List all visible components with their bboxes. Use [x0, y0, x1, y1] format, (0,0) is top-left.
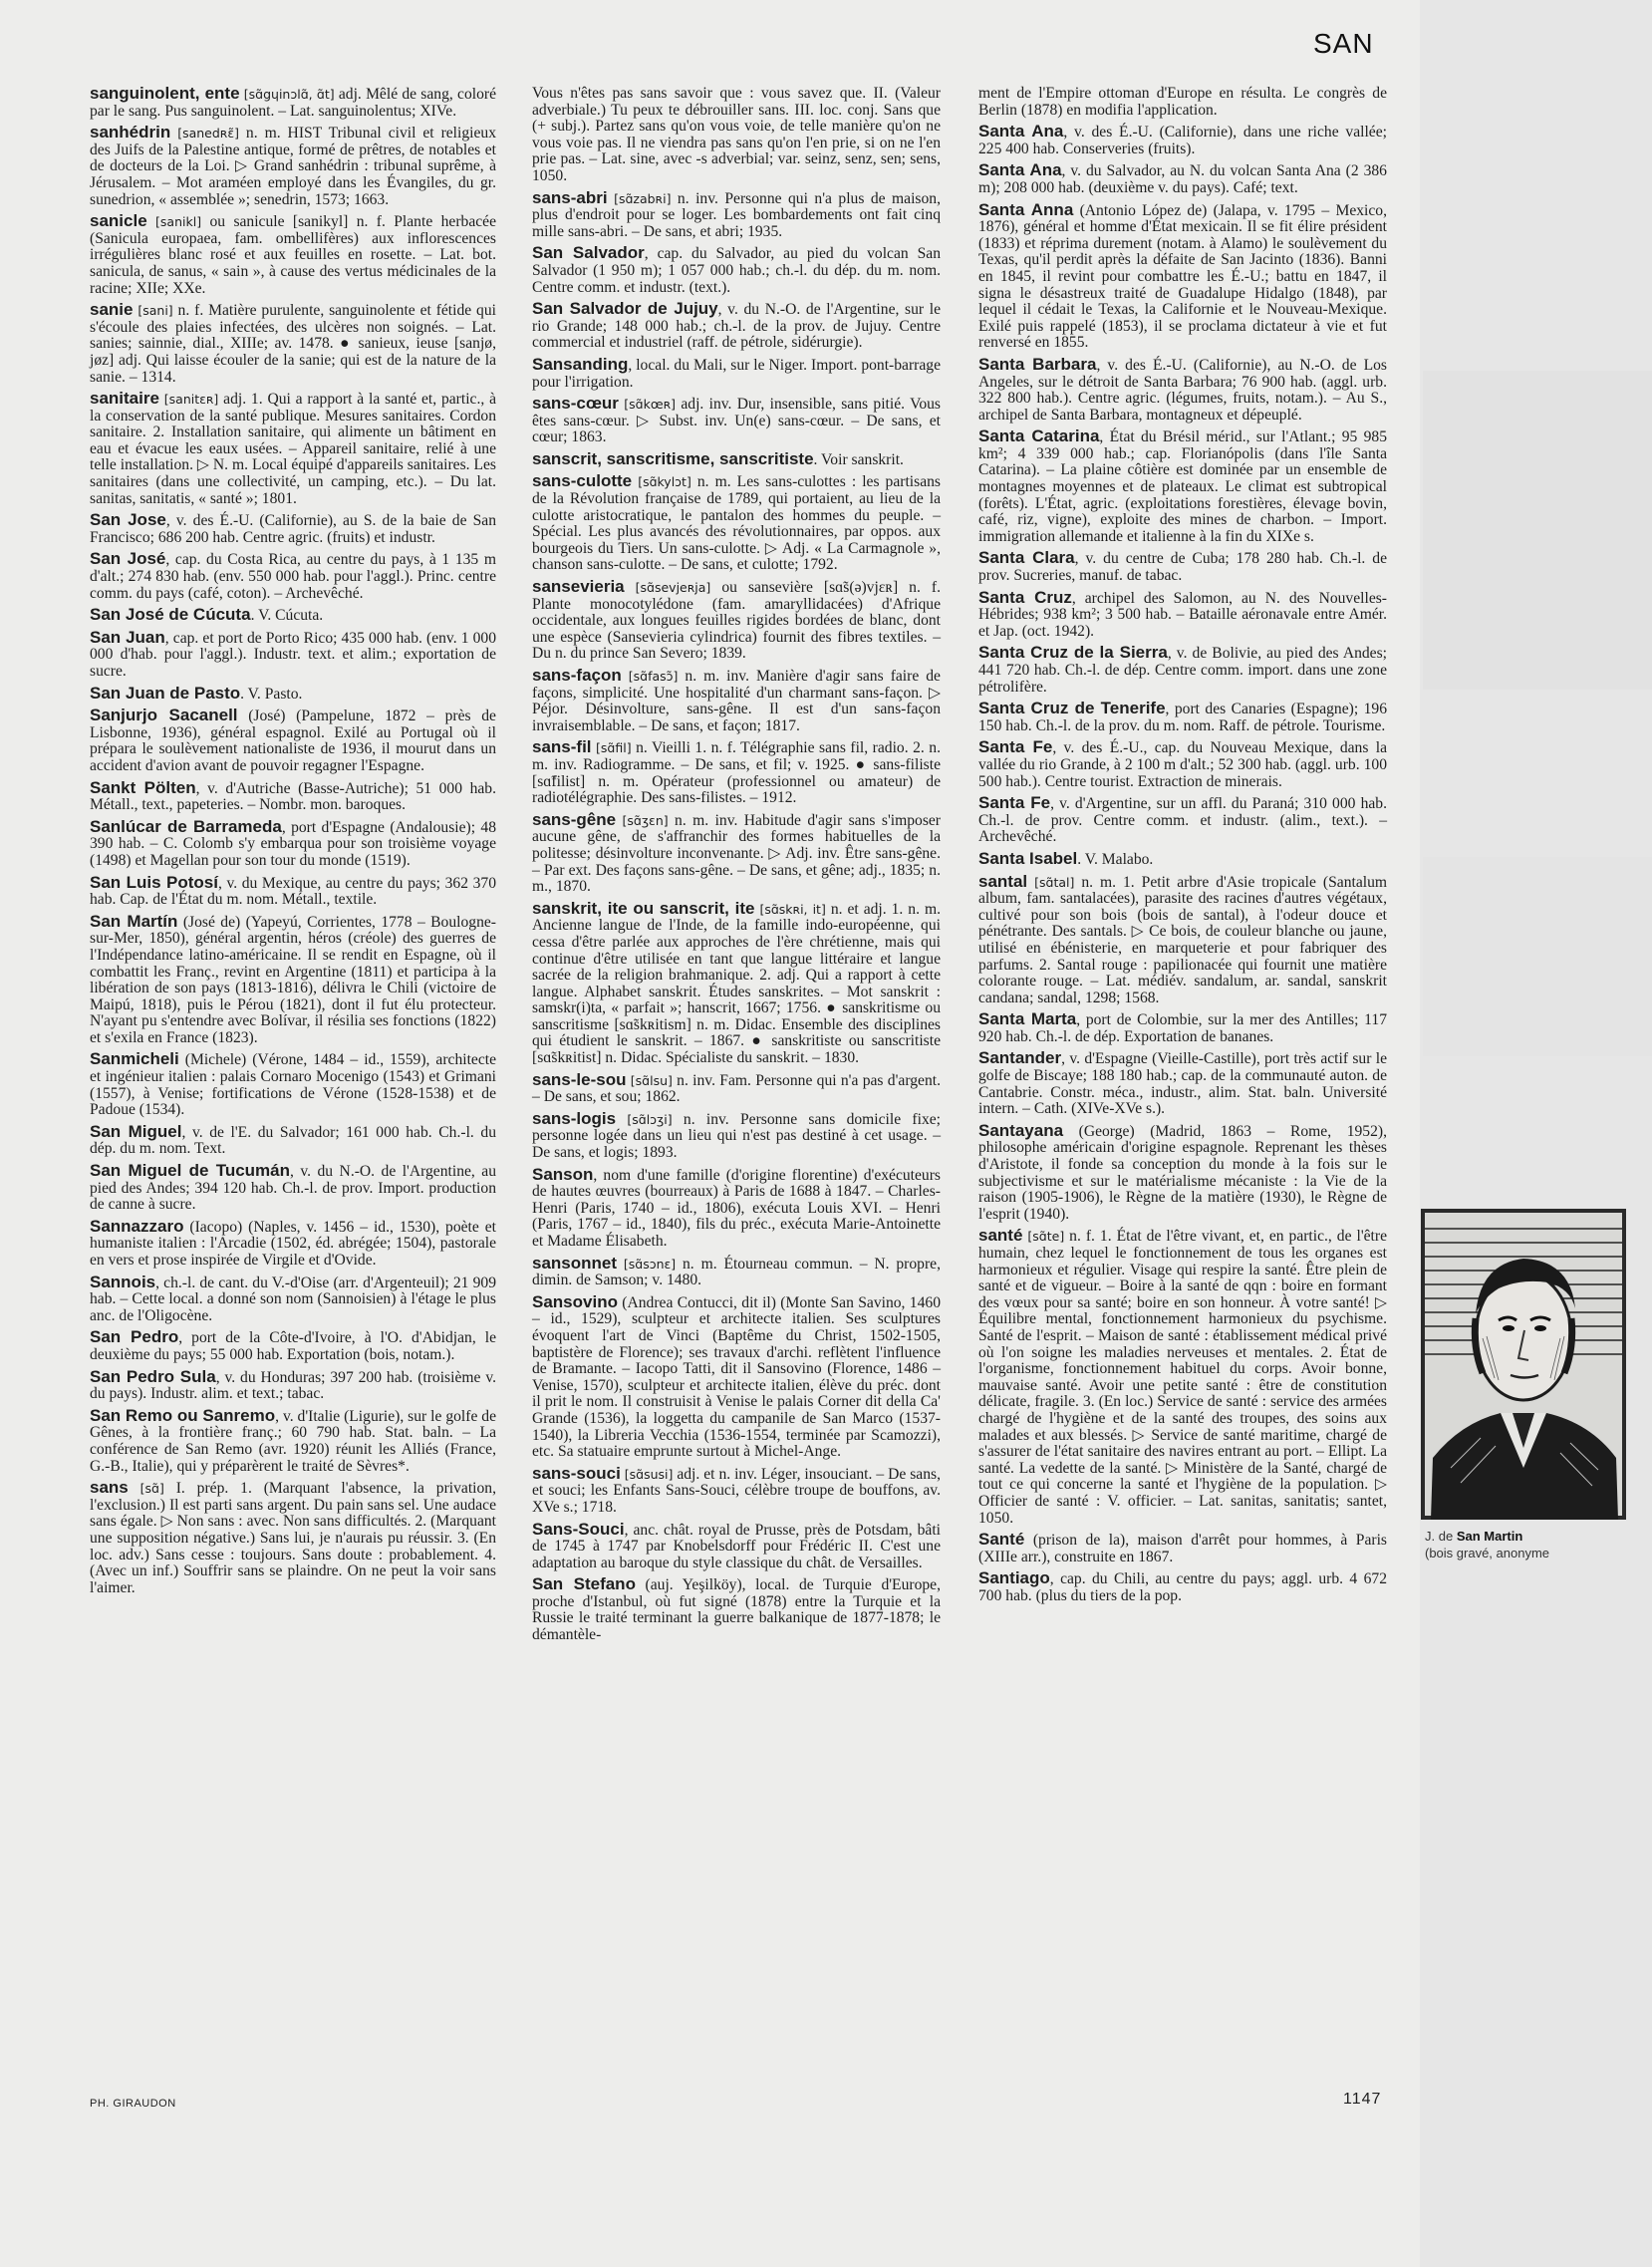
entry-headword: Santander: [978, 1048, 1062, 1068]
entry-pronunciation: [sanedʀɛ̃]: [177, 126, 239, 142]
entry-definition: , v. de Bolivie, au pied des Andes; 441 720 hab. Ch.-l. de dép. Centre comm. import. dans une zone pétrolifère.: [978, 645, 1387, 696]
dictionary-entry: [532, 1253, 941, 1289]
entry-definition: . Voir sanskrit.: [813, 450, 904, 468]
dictionary-entry: [90, 816, 497, 870]
entry-definition: , v. du Honduras; 397 200 hab. (troisième v. du pays). Industr. alim. et text.; tabac.: [90, 1368, 496, 1403]
caption-prefix: J. de: [1425, 1529, 1454, 1544]
entry-definition: (José de) (Yapeyú, Corrientes, 1778 – Boulogne-sur-Mer, 1850), général argentin, héros (créole) des guerres de l'Indépendance latino-américaine. Il se rendit en Espagne, où il combattit les Franç., revint en Argentine (1811) et participa à la libération de son pays (1813-1816), délivra le Chili (victoire de Maipú, 1818), puis le Pérou (1821), dont il fut élu protecteur. N'ayant pu s'entendre avec Bolívar, il résilia ses fonctions (1822) et s'exila en France (1823).: [90, 913, 496, 1046]
dictionary-entry: [978, 1228, 1387, 1527]
dictionary-entry: [90, 1366, 496, 1403]
dictionary-entry: [90, 1121, 496, 1158]
entry-headword: Santa Cruz de Tenerife: [978, 699, 1166, 718]
caption-name: San Martin: [1456, 1529, 1523, 1544]
entry-definition: , v. d'Italie (Ligurie), sur le golfe de Gênes, à la frontière franç.; 60 790 hab. Stat. baln. – La conférence de San Remo (avr. 1920) réunit les Alliés (France, G.-B., Italie), qui y préparèrent le traité de Sèvres*.: [90, 1407, 496, 1475]
entry-definition: (prison de la), maison d'arrêt pour hommes, à Paris (XIIIe arr.), construite en 1867.: [978, 1532, 1387, 1565]
entry-definition: , v. du Mexique, au centre du pays; 362 370 hab. Cap. de l'État du m. nom. Métall., textile.: [90, 874, 496, 909]
entry-definition: Vous n'êtes pas sans savoir que : vous savez que. II. (Valeur adverbiale.) Tu peux te débrouiller sans. III. loc. conj. Sans que (+ subj.). Partez sans qu'on vous voie, de telle manière qu'on ne vous voie pas. Il ne viendra pas sans qu'on l'en prie, si on ne l'en prie pas. – Lat. sine, avec -s adverbial; var. seinz, senz, sen; sens, 1050.: [532, 85, 941, 184]
entry-definition: , cap. et port de Porto Rico; 435 000 hab. (env. 1 000 000 d'hab. pour l'aggl.). Industr. text. et alim.; exportation de sucre.: [90, 629, 496, 680]
entry-pronunciation: [sɑ̃lɔʒi]: [627, 1111, 673, 1127]
caption-credit: (bois gravé, anonyme: [1425, 1546, 1550, 1560]
entry-pronunciation: [sɑ̃tal]: [1034, 874, 1075, 890]
entry-headword: Sannois: [90, 1272, 156, 1291]
dictionary-entry: [978, 587, 1387, 641]
entry-definition: adj. Mêlé de sang, coloré par le sang. Pus sanguinolent. – Lat. sanguinolentus; XIVe.: [90, 86, 496, 120]
entry-headword: Sans-Souci: [532, 1519, 625, 1539]
running-header: SAN: [1313, 28, 1374, 59]
entry-definition: , v. des É.-U. (Californie), au S. de la baie de San Francisco; 686 200 hab. Centre agric. (fruits) et industr.: [90, 512, 496, 546]
entry-definition: ou sanicule [sanikyl] n. f. Plante herbacée (Sanicula europaea, fam. ombellifères) aux inflorescences irrégulières blanc rosé et aux feuilles en rosette. – Lat. bot. sanicula, de sanus, « sain », à cause des vertus médicinales de la racine; XIIe; XXe.: [90, 213, 497, 297]
entry-pronunciation: [sɑ̃]: [139, 1481, 164, 1497]
entry-headword: Santé: [978, 1530, 1025, 1550]
entry-headword: sans-façon: [532, 666, 622, 685]
entry-headword: San José: [90, 549, 166, 569]
dictionary-entry: [90, 872, 496, 909]
dictionary-entry: [532, 301, 941, 352]
entry-headword: Santayana: [978, 1120, 1064, 1140]
dictionary-entry: [532, 898, 941, 1067]
entry-headword: sanicle: [90, 211, 147, 231]
dictionary-entry: [532, 354, 941, 391]
entry-headword: sansonnet: [532, 1253, 618, 1273]
entry-definition: (George) (Madrid, 1863 – Rome, 1952), philosophe américain d'origine espagnole. Reprenant les thèses d'Aristote, il fonde sa conception du monde à la fois sur le subjectivisme et sur le matérialisme mécaniste : la Vie de la raison (1905-1906), le Règne de la matière (1930), le Règne de l'esprit (1940).: [978, 1122, 1387, 1223]
dictionary-entry: [532, 245, 941, 296]
entry-definition: n. m. Les sans-culottes : les partisans de la Révolution française de 1789, qui portaient, au lieu de la culotte aristocratique, le pantalon des hommes du peuple. – Spécial. Les plus avancés des révolutionnaires, par oppos. aux bourgeois du Tiers. Un sans-culotte. ▷ Adj. « La Carmagnole », chanson sans-culotte. – De sans, et culotte; 1792.: [532, 473, 941, 574]
entry-definition: ou sansevière [sɑ̃s(ə)vjɛʀ] n. f. Plante monocotylédone (fam. amaryllidacées) d'Afrique occidentale, aux longues feuilles rigides bordées de blanc, dont une espèce (Sansevieria cylindrica) fournit des fibres textiles. – Du n. du prince San Severo; 1839.: [532, 579, 941, 663]
entry-definition: , port de la Côte-d'Ivoire, à l'O. d'Abidjan, le deuxième du pays; 55 000 hab. Exportation (bois, notam.).: [90, 1329, 496, 1363]
page-edge-shadow: [1420, 0, 1652, 2267]
dictionary-entry: [90, 1329, 496, 1363]
entry-headword: Santa Ana: [978, 122, 1064, 142]
dictionary-entry: [90, 302, 496, 386]
entry-definition: n. f. Matière purulente, sanguinolente et fétide qui s'écoule des plaies infectées, des ulcères non soignés. – Lat. sanies; sainnie, dial., XIIIe; av. 1478. ● sanieux, ieuse [sanjø, jøz] adj. Qui laisse écouler de la sanie; qui est de la nature de la sanie. – 1314.: [90, 302, 496, 386]
entry-headword: San Martín: [90, 911, 178, 931]
entry-headword: San Stefano: [532, 1574, 636, 1594]
entry-headword: sans-abri: [532, 187, 608, 207]
entry-headword: sanitaire: [90, 389, 159, 409]
dictionary-entry: [90, 1272, 496, 1325]
dictionary-entry: [90, 607, 496, 625]
dictionary-entry: [978, 354, 1387, 424]
dictionary-entry: [532, 1576, 941, 1643]
entry-headword: Santa Marta: [978, 1009, 1077, 1029]
entry-headword: Sansovino: [532, 1291, 618, 1311]
entry-headword: Santa Catarina: [978, 426, 1100, 446]
entry-definition: , v. du N.-O. de l'Argentine, sur le rio Grande; 148 000 hab.; ch.-l. de la prov. de Jujuy. Centre commercial et industriel (raff. de pétrole, sidérurgie).: [532, 301, 941, 352]
entry-definition: , v. d'Autriche (Basse-Autriche); 51 000 hab. Métall., text., papeteries. – Nombr. mon. baroques.: [90, 779, 496, 814]
entry-definition: n. inv. Personne sans domicile fixe; personne logée dans un lieu qui n'est pas destiné à cet usage. – De sans, et logis; 1893.: [532, 1110, 942, 1162]
entry-headword: San Juan: [90, 627, 165, 647]
entry-headword: San Juan de Pasto: [90, 683, 241, 703]
entry-definition: n. m. HIST Tribunal civil et religieux des Juifs de la Palestine antique, formé de prêtres, de notables et de docteurs de la Loi. ▷ Grand sanhédrin : tribunal suprême, à Jérusalem. – Mot araméen employé dans les Évangiles, du gr. sunedrion, « assemblée »; senedrin, 1573; 1663.: [90, 125, 496, 208]
dictionary-entry: [532, 187, 941, 241]
entry-headword: sans-logis: [532, 1108, 617, 1128]
dictionary-entry: [978, 1011, 1387, 1045]
bleed-through-area-lower: [1423, 857, 1652, 1056]
dictionary-entry: [90, 86, 496, 120]
dictionary-entry: [978, 199, 1387, 352]
entry-headword: Santiago: [978, 1568, 1050, 1588]
entry-definition: , anc. chât. royal de Prusse, près de Potsdam, bâti de 1745 à 1747 par Knobelsdorff pour Frédéric II. C'est une adaptation au baroque du style classique du chât. de Versailles.: [532, 1521, 941, 1571]
entry-headword: sanhédrin: [90, 123, 171, 142]
entry-definition: , port des Canaries (Espagne); 196 150 hab. Ch.-l. de la prov. du m. nom. Raff. de pétrole. Tourisme.: [978, 701, 1387, 734]
entry-headword: sanguinolent, ente: [90, 84, 240, 103]
dictionary-entry: [532, 1519, 941, 1572]
dictionary-entry: [978, 550, 1387, 584]
entry-headword: santé: [978, 1226, 1023, 1246]
entry-headword: San Salvador de Jujuy: [532, 299, 718, 319]
entry-headword: San Miguel: [90, 1121, 182, 1141]
entry-definition: , v. du Salvador, au N. du volcan Santa Ana (2 386 m); 208 000 hab. (deuxième v. du pays). Café; text.: [978, 162, 1387, 196]
dictionary-entry: [978, 645, 1387, 696]
entry-definition: . V. Malabo.: [1077, 850, 1154, 868]
entry-definition: n. m. inv. Manière d'agir sans faire de façons, simplicité. Une hospitalité d'un charmant sans-façon. ▷ Péjor. Désinvolture, sans-gêne. Il est d'un sans-façon invraisemblable. – De sans, et façon; 1817.: [532, 668, 941, 734]
dictionary-entry: [532, 1291, 941, 1461]
entry-definition: , nom d'une famille (d'origine florentine) d'exécuteurs de hautes œuvres (bourreaux) à Paris de 1688 à 1847. – Charles-Henri (Paris, 1740 – id., 1806), exécuta Louis XVI. – Henri (Paris, 1767 – id., 1840), fils du préc., exécuta Marie-Antoinette et Madame Élisabeth.: [532, 1166, 941, 1250]
entry-headword: sans-gêne: [532, 809, 617, 829]
entry-pronunciation: [sɑ̃kœʀ]: [624, 397, 677, 413]
dictionary-entry: [978, 428, 1387, 545]
entry-pronunciation: [sɑ̃gɥinɔlɑ̃, ɑ̃t]: [243, 87, 335, 102]
dictionary-entry: [978, 1570, 1387, 1604]
entry-definition: , v. du N.-O. de l'Argentine, au pied des Andes; 394 120 hab. Ch.-l. de prov. Import. production de canne à sucre.: [90, 1163, 496, 1214]
dictionary-entry: [90, 213, 496, 297]
dictionary-entry: [90, 1163, 496, 1214]
entry-headword: Santa Fe: [978, 737, 1053, 757]
entry-pronunciation: [sɑ̃lsu]: [630, 1072, 673, 1088]
san-martin-engraving-portrait: [1421, 1209, 1626, 1520]
dictionary-entry: [90, 1480, 496, 1596]
dictionary-entry: [978, 162, 1387, 196]
entry-headword: Santa Isabel: [978, 848, 1078, 868]
entry-definition: I. prép. 1. (Marquant l'absence, la privation, l'exclusion.) Il est parti sans argent. Du pain sans sel. Une audace sans égale. ▷ Non sans : avec. Non sans difficultés. 2. (Marquant une supposition négative.) Sans lui, je n'aurais pu réussir. 3. (En loc. adv.) Sans cesse : toujours. Sans doute : probablement. 4. (Avec un inf.) Souffrir sans se plaindre. On ne peut la voir sans l'aimer.: [90, 1480, 496, 1596]
entry-pronunciation: [sɑ̃fasɔ̃]: [628, 669, 679, 684]
column-1: [90, 86, 496, 1601]
entry-headword: San Pedro: [90, 1327, 179, 1347]
entry-pronunciation: [sɑ̃sevjeʀja]: [635, 580, 711, 596]
dictionary-entry: [532, 473, 941, 574]
entry-definition: , ch.-l. de cant. du V.-d'Oise (arr. d'Argenteuil); 21 909 hab. – Cette local. a donné son nom (Sannoisien) à l'étage le plus anc. de l'Oligocène.: [90, 1274, 496, 1324]
page-number: 1147: [1343, 2091, 1382, 2108]
entry-headword: Santa Ana: [978, 160, 1062, 180]
entry-definition: n. m. inv. Habitude d'agir sans s'imposer aucune gêne, de s'affranchir des formes habituelles de la politesse; désinvolture inconvenante. ▷ Adj. inv. Être sans-gêne. – Par ext. Des façons sans-gêne. – De sans, et gêne; adj., 1835; n. m., 1870.: [532, 811, 941, 896]
entry-headword: San Jose: [90, 510, 166, 530]
dictionary-entry: [532, 448, 941, 469]
entry-definition: , v. de l'E. du Salvador; 161 000 hab. Ch.-l. du dép. du m. nom. Text.: [90, 1123, 496, 1158]
entry-definition: (auj. Yeşilköy), local. de Turquie d'Europe, proche d'Istanbul, où fut signé (1878) entre la Turquie et la Russie le traité terminant la guerre balkanique de 1877-1878; le démantèle-: [532, 1576, 941, 1644]
entry-definition: n. f. 1. État de l'être vivant, et, en partic., de l'être humain, chez lequel le fonctionnement de tous les organes est harmonieux et régulier. Visage qui respire la santé. Être plein de santé et de vigueur. – Boire à la santé de qqn : boire en formant des vœux pour sa santé; boire en son honneur. À votre santé! ▷ Équilibre mental, fonctionnement harmonieux du psychisme. Santé de l'esprit. – Maison de santé : établissement médical privé où l'on soigne les maladies nerveuses et mentales. 2. État de l'organisme, fonctionnement habituel du corps. Avoir bonne, mauvaise santé. Avoir une petite santé : être de constitution délicate, fragile. 3. (En loc.) Service de santé : service des armées chargé de l'hygiène et de la santé des troupes, des soins aux malades et aux blessés. ▷ Service de santé maritime, chargé de s'assurer de l'état sanitaire des navires entrant au port. – Ellipt. La santé. La vedette de la santé. ▷ Ministère de la Santé, chargé de tout ce qui concerne la santé et l'hygiène de la population. ▷ Officier de santé : V. officier. – Lat. sanitas, sanitatis; santet, 1050.: [978, 1228, 1387, 1527]
dictionary-entry: [90, 627, 496, 681]
dictionary-entry: [532, 739, 941, 806]
entry-definition: n. et adj. 1. n. m. Ancienne langue de l'Inde, de la famille indo-européenne, qui cessa d'être parlée aux approches de l'ère chrétienne, mais qui continue d'être utilisée en tant que langue littéraire et langue sacrée de la religion brahmanique. 2. adj. Qui a rapport à cette langue. Alphabet sanskrit. Études sanskrites. – Mot sanskrit : samskr(i)ta, « parfait »; hanscrit, 1667; 1756. ● sanskritisme ou sanscritisme [sɑ̃skʀitism] n. m. Didac. Ensemble des disciplines qui étudient le sanskrit. – 1867. ● sanskritiste ou sanscritiste [sɑ̃skʀitist] n. Didac. Spécialiste du sanskrit. – 1830.: [532, 900, 941, 1067]
portrait-caption: [1425, 1528, 1549, 1561]
entry-headword: San José de Cúcuta: [90, 605, 251, 625]
dictionary-entry: [978, 795, 1387, 846]
entry-definition: , cap. du Salvador, au pied du volcan San Salvador (1 950 m); 1 057 000 hab.; ch.-l. du dép. du m. nom. Centre comm. et industr. (text.).: [532, 245, 941, 296]
entry-definition: (Andrea Contucci, dit il) (Monte San Savino, 1460 – id., 1529), sculpteur et architecte italien. Ses sculptures évoquent l'art de Vinci (Baptême du Christ, 1502-1505, baptistère de Florence); ses travaux d'archi. reflètent l'influence de Bramante. – Iacopo Tatti, dit il Sansovino (Florence, 1486 – Venise, 1570), sculpteur et architecte italien, élève du préc. dont il prit le nom. Il construisit à Venise le palais Corner dit della Ca' Grande (1536), la loggetta du campanile de San Marco (1537-1540), la Libreria Vecchia (1536-1554, terminée par Scamozzi), etc. Sa statuaire emprunte surtout à Michel-Ange.: [532, 1293, 941, 1461]
dictionary-entry: [532, 396, 941, 446]
entry-headword: sans-souci: [532, 1463, 621, 1483]
entry-pronunciation: [sɑ̃kylɔt]: [638, 474, 691, 490]
entry-headword: sans: [90, 1478, 129, 1498]
entry-pronunciation: [sɑ̃te]: [1027, 1229, 1065, 1245]
dictionary-entry: [532, 809, 941, 896]
entry-headword: sans-fil: [532, 737, 592, 757]
entry-definition: adj. 1. Qui a rapport à la santé et, partic., à la conservation de la santé publique. Mesures sanitaires. Cordon sanitaire. 2. Installation sanitaire, qui alimente un bâtiment en eau et évacue les eaux usées. – Appareil sanitaire, relié à une telle installation. ▷ N. m. Local équipé d'appareils sanitaires. Les sanitaires (dans une collectivité, un camping, etc.). – Du lat. sanitas, sanitatis, « santé »; 1801.: [90, 391, 497, 507]
entry-pronunciation: [sɑ̃ʒɛn]: [622, 812, 669, 828]
dictionary-entry: [978, 1050, 1387, 1117]
dictionary-entry: [90, 551, 496, 602]
entry-pronunciation: [sɑ̃sɔnɛ]: [623, 1256, 677, 1272]
dictionary-entry: [978, 1532, 1387, 1565]
entry-definition: (Iacopo) (Naples, v. 1456 – id., 1530), poète et humaniste italien : l'Arcadie (1502, éd. abrégée; 1504), pastorale en vers et prose inspirée de Virgile et d'Ovide.: [90, 1218, 496, 1269]
entry-definition: . V. Pasto.: [240, 685, 303, 703]
entry-definition: n. m. Étourneau commun. – N. propre, dimin. de Samson; v. 1480.: [532, 1255, 941, 1289]
entry-definition: . V. Cúcuta.: [250, 607, 324, 625]
dictionary-entry: [978, 701, 1387, 734]
column-3: [978, 86, 1387, 1609]
entry-headword: sans-le-sou: [532, 1069, 627, 1089]
column-2: [532, 86, 941, 1649]
dictionary-entry: [978, 739, 1387, 790]
entry-definition: ment de l'Empire ottoman d'Europe en résulta. Le congrès de Berlin (1878) en modifia l'application.: [978, 85, 1387, 119]
entry-definition: (José) (Pampelune, 1872 – près de Lisbonne, 1936), général espagnol. Exilé au Portugal où il prépara le soulèvement nationaliste de 1936, il mourut dans un accident d'avion avant de pouvoir regagner l'Espagne.: [90, 708, 496, 774]
entry-definition: , État du Brésil mérid., sur l'Atlant.; 95 985 km²; 4 339 000 hab.; cap. Florianópolis (dans l'île Santa Catarina). – La plaine côtière est dominée par un ensemble de montagnes moyennes et de plateaux. Le climat est subtropical (forêts). L'État, agric. (exploitations forestières, élevage bovin, café, riz, vigne), exploite des mines de charbon. – Import. immigration allemande et italienne à la fin du XIXe s.: [978, 428, 1387, 545]
entry-pronunciation: [sɑ̃skʀi, it]: [759, 901, 826, 917]
entry-pronunciation: [sani]: [138, 303, 173, 319]
entry-headword: sanskrit, ite ou sanscrit, ite: [532, 898, 755, 918]
entry-headword: San Salvador: [532, 243, 645, 263]
dictionary-entry: [978, 1120, 1387, 1224]
entry-headword: Santa Fe: [978, 793, 1051, 813]
dictionary-entry: [90, 683, 496, 704]
dictionary-entry: [90, 708, 496, 774]
entry-headword: San Pedro Sula: [90, 1366, 216, 1386]
dictionary-entry: [90, 1216, 496, 1270]
entry-headword: Santa Clara: [978, 548, 1075, 568]
entry-headword: Santa Cruz: [978, 587, 1072, 607]
dictionary-entry: [532, 579, 941, 663]
entry-headword: Santa Barbara: [978, 354, 1097, 374]
entry-definition: , v. des É.-U. (Californie), dans une riche vallée; 225 400 hab. Conserveries (fruits).: [978, 124, 1387, 157]
entry-definition: , local. du Mali, sur le Niger. Import. pont-barrage pour l'irrigation.: [532, 356, 941, 391]
entry-headword: Sankt Pölten: [90, 777, 196, 797]
entry-definition: n. inv. Personne qui n'a plus de maison, plus d'endroit pour se loger. Les bombardements ont fait cinq mille sans-abri. – De sans, et abri; 1935.: [532, 189, 941, 240]
entry-headword: sans-cœur: [532, 394, 619, 414]
entry-headword: Sannazzaro: [90, 1216, 184, 1236]
entry-definition: , archipel des Salomon, au N. des Nouvelles-Hébrides; 938 km²; 3 500 hab. – Bataille aéronavale entre Amér. et Jap. (oct. 1942).: [978, 589, 1387, 640]
dictionary-entry: [978, 86, 1387, 119]
entry-headword: San Luis Potosí: [90, 872, 218, 892]
dictionary-entry: [90, 911, 496, 1047]
entry-definition: , cap. du Chili, au centre du pays; aggl. urb. 4 672 700 hab. (plus du tiers de la pop.: [978, 1570, 1387, 1604]
entry-definition: (Antonio López de) (Jalapa, v. 1795 – Mexico, 1876), général et homme d'État mexicain. Il se fit élire président (1833) et réprima durement (notam. à Alamo) le soulèvement du Texas, qu'il perdit après la défaite de San Jacinto (1836). Banni en 1845, il revint pour combattre les É.-U.; battu en 1847, il signa le désastreux traité de Guadalupe Hidalgo (1848), par lequel il cédait le Texas, la Californie et le Nouveau-Mexique. Exilé puis rappelé (1853), il se proclama dictateur à vie et fut renversé en 1855.: [978, 201, 1387, 352]
entry-pronunciation: [sanikl]: [155, 214, 202, 230]
dictionary-entry: [90, 1405, 496, 1475]
entry-definition: n. Vieilli 1. n. f. Télégraphie sans fil, radio. 2. n. m. inv. Radiogramme. – De sans, et fil; v. 1925. ● sans-filiste [sɑ̃filist] n. m. Opérateur (professionnel ou amateur) de radiotélégraphie. Des sans-filistes. – 1912.: [532, 739, 941, 807]
dictionary-entry: [90, 125, 496, 208]
entry-headword: San Remo ou Sanremo: [90, 1405, 276, 1425]
entry-headword: Sanjurjo Sacanell: [90, 706, 238, 725]
dictionary-entry: [532, 86, 941, 185]
bleed-through-area: [1423, 371, 1652, 690]
entry-headword: sanscrit, sanscritisme, sanscritiste: [532, 448, 814, 468]
entry-headword: sanie: [90, 300, 134, 320]
entry-headword: santal: [978, 871, 1028, 891]
entry-definition: , v. d'Argentine, sur un affl. du Paraná; 310 000 hab. Ch.-l. de prov. Centre comm. et industr. (alim., text.). – Archevêché.: [978, 795, 1387, 846]
entry-definition: (Michele) (Vérone, 1484 – id., 1559), architecte et ingénieur italien : palais Cornaro Mocenigo (1543) et Grimani (1557), à Venise; fortifications de Vérone (1528-1538) et de Padoue (1534).: [90, 1051, 496, 1119]
entry-headword: Sansanding: [532, 354, 629, 374]
entry-headword: Santa Cruz de la Sierra: [978, 643, 1168, 663]
dictionary-entry: [532, 1069, 941, 1106]
entry-definition: n. m. 1. Petit arbre d'Asie tropicale (Santalum album, fam. santalacées), parasite des racines d'autres végétaux, cultivé pour son bois (bois de santal), à l'odeur douce et pénétrante. Des santals. ▷ Ce bois, de couleur blanche ou jaune, utilisé en ébénisterie, en marqueterie et pour fabriquer des parfums. 2. Santal rouge : papilionacée qui fournit une matière colorante rouge. – Lat. médiév. sandalum, ar. sandal, sanskrit candana; sandal, 1298; 1568.: [978, 873, 1387, 1006]
dictionary-entry: [90, 777, 496, 814]
entry-definition: , port d'Espagne (Andalousie); 48 390 hab. – C. Colomb s'y embarqua pour son troisième voyage (1498) et Magellan pour son tour du monde (1519).: [90, 818, 497, 869]
entry-definition: adj. et n. inv. Léger, insouciant. – De sans, et souci; les Enfants Sans-Souci, célèbre troupe de bouffons, av. XVe s.; 1718.: [532, 1465, 941, 1516]
entry-definition: n. inv. Fam. Personne qui n'a pas d'argent. – De sans, et sou; 1862.: [532, 1071, 941, 1106]
entry-headword: sans-culotte: [532, 471, 633, 491]
entry-definition: , cap. du Costa Rica, au centre du pays, à 1 135 m d'alt.; 274 830 hab. (env. 550 000 hab. pour l'aggl.). Princ. centre comm. du pays (café, coton). – Archevêché.: [90, 551, 496, 602]
dictionary-entry: [978, 124, 1387, 157]
entry-definition: , v. des É.-U., cap. du Nouveau Mexique, dans la vallée du rio Grande, à 2 100 m d'alt.; 52 300 hab. (aggl. urb. 100 500 hab.). Centre tourist. Extraction de minerais.: [978, 739, 1388, 790]
dictionary-entry: [532, 668, 941, 734]
dictionary-entry: [978, 871, 1387, 1007]
entry-definition: , port de Colombie, sur la mer des Antilles; 117 920 hab. Ch.-l. de dép. Exportation de bananes.: [978, 1011, 1387, 1045]
dictionary-entry: [90, 391, 496, 507]
entry-headword: Sanmicheli: [90, 1049, 179, 1069]
entry-pronunciation: [sɑ̃fil]: [596, 740, 632, 756]
dictionary-entry: [532, 1463, 941, 1517]
entry-headword: San Miguel de Tucumán: [90, 1161, 290, 1181]
entry-headword: Santa Anna: [978, 199, 1074, 219]
entry-pronunciation: [sɑ̃zabʀi]: [614, 190, 672, 206]
entry-headword: Sanson: [532, 1164, 594, 1184]
entry-headword: Sanlúcar de Barrameda: [90, 816, 282, 836]
entry-headword: sansevieria: [532, 577, 625, 597]
dictionary-entry: [90, 1051, 496, 1118]
entry-definition: , v. d'Espagne (Vieille-Castille), port très actif sur le golfe de Biscaye; 188 180 hab.; cap. de la communauté auton. de Cantabrie. Constr. méca., industr., alim. Stat. baln. Université intern. – Cath. (XIVe-XVe s.).: [978, 1050, 1387, 1118]
entry-definition: , v. des É.-U. (Californie), au N.-O. de Los Angeles, sur le détroit de Santa Barbara; 76 900 hab. (aggl. urb. 322 800 hab.). Centre agric. (légumes, fruits, notam.). – Au S., archipel de Santa Barbara, montagneux et dépeuplé.: [978, 356, 1387, 424]
dictionary-entry: [978, 848, 1387, 869]
entry-pronunciation: [sanitɛʀ]: [163, 392, 219, 408]
dictionary-entry: [532, 1108, 942, 1162]
entry-definition: adj. inv. Dur, insensible, sans pitié. Vous êtes sans-cœur. ▷ Subst. inv. Un(e) sans-cœur. – De sans, et cœur; 1863.: [532, 396, 941, 446]
dictionary-entry: [532, 1164, 941, 1251]
photo-credit: PH. GIRAUDON: [90, 2098, 176, 2110]
entry-definition: , v. du centre de Cuba; 178 280 hab. Ch.-l. de prov. Sucreries, manuf. de tabac.: [978, 550, 1387, 585]
dictionary-entry: [90, 512, 496, 546]
entry-pronunciation: [sɑ̃susi]: [624, 1466, 674, 1482]
